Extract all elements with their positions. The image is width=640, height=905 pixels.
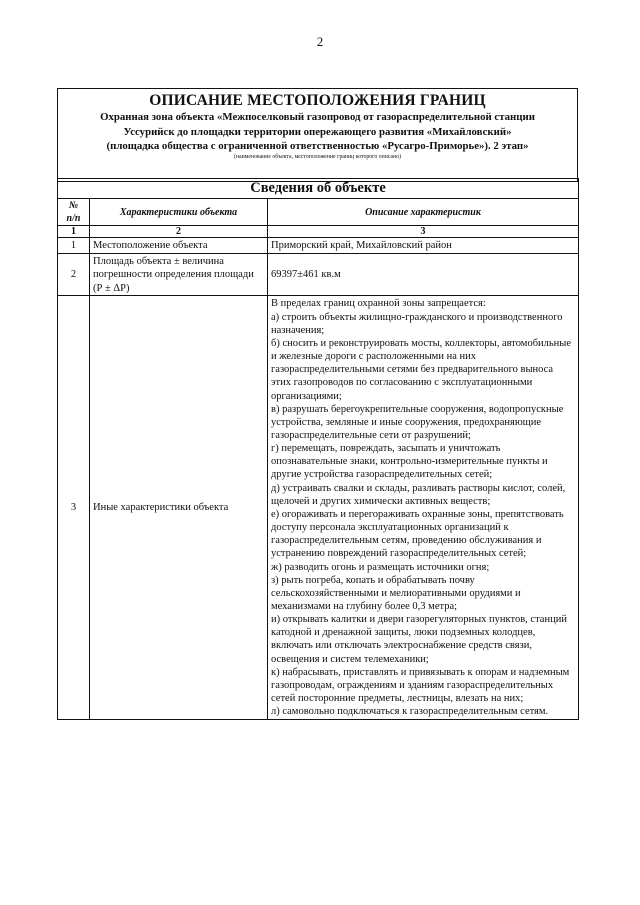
column-numbers-row bbox=[58, 226, 579, 238]
table-row bbox=[58, 238, 579, 254]
restriction-item: в) разрушать берегоукрепительные сооружения, водопропускные устройства, земляные и иные сооружения, предохраняющие газораспределительные сети от разрушений; bbox=[271, 403, 564, 441]
column-number: 2 bbox=[90, 226, 268, 238]
restriction-item: д) устраивать свалки и склады, разливать растворы кислот, солей, щелочей и других химически активных веществ; bbox=[271, 482, 566, 507]
row-characteristic: Местоположение объекта bbox=[90, 238, 268, 254]
column-header-description: Описание характеристик bbox=[268, 199, 579, 226]
row-number: 1 bbox=[58, 238, 90, 254]
restriction-item: л) самовольно подключаться к газораспределительным сетям. bbox=[271, 706, 549, 718]
table-row bbox=[58, 254, 579, 296]
column-header-num bbox=[58, 199, 90, 226]
restriction-item: а) строить объекты жилищно-гражданского и производственного назначения; bbox=[271, 311, 563, 336]
restriction-item: б) сносить и реконструировать мосты, коллекторы, автомобильные и железные дороги с расположенными на них газораспределительными сетями без предварительного выноса этих газопроводов по согласованию с эксплуатационными организациями; bbox=[271, 337, 572, 402]
row-description: 69397±461 кв.м bbox=[268, 254, 579, 296]
object-name-line-3: (площадка общества с ограниченной ответственностью «Русагро-Приморье»). 2 этап» bbox=[106, 140, 529, 152]
row-characteristic: Площадь объекта ± величина погрешности определения площади (Р ± ΔР) bbox=[90, 254, 268, 296]
restrictions-list bbox=[268, 296, 579, 720]
restriction-item: и) открывать калитки и двери газорегуляторных пунктов, станций катодной и дренажной защиты, люки подземных колодцев, включать или отключать электроснабжение средств связи, освещения и систем телемеханики; bbox=[271, 614, 567, 665]
row-number: 3 bbox=[58, 296, 90, 720]
header-caption: (наименование объекта, местоположение границ которого описано) bbox=[233, 153, 402, 160]
page-number: 2 bbox=[316, 34, 324, 49]
restriction-item: г) перемещать, повреждать, засыпать и уничтожать опознавательные знаки, контрольно-измерительные пункты и другие устройства газораспределительных сетей; bbox=[271, 443, 548, 481]
section-title: Сведения об объекте bbox=[58, 179, 579, 199]
column-header-num-line1: № bbox=[68, 200, 79, 211]
column-number: 1 bbox=[58, 226, 90, 238]
restriction-item: з) рыть погреба, копать и обрабатывать почву сельскохозяйственными и мелиоративными орудиями и механизмами на глубину более 0,3 метра; bbox=[271, 574, 521, 612]
column-header-characteristics: Характеристики объекта bbox=[90, 199, 268, 226]
document-header bbox=[57, 88, 578, 182]
document-title: ОПИСАНИЕ МЕСТОПОЛОЖЕНИЯ ГРАНИЦ bbox=[149, 92, 486, 109]
table-header-row bbox=[58, 199, 579, 226]
restrictions-intro: В пределах границ охранной зоны запрещается: bbox=[271, 298, 486, 310]
row-characteristic: Иные характеристики объекта bbox=[90, 296, 268, 720]
object-name-line-1: Охранная зона объекта «Межпоселковый газопровод от газораспределительной станции bbox=[100, 111, 535, 123]
table-row bbox=[58, 296, 579, 720]
row-number: 2 bbox=[58, 254, 90, 296]
table-title-row bbox=[58, 179, 579, 199]
column-header-num-line2: п/п bbox=[66, 213, 81, 225]
object-name-line-2: Уссурийск до площадки территории опережающего развития «Михайловский» bbox=[123, 125, 512, 138]
row-description: Приморский край, Михайловский район bbox=[268, 238, 579, 254]
object-info-table bbox=[57, 178, 579, 720]
restriction-item: ж) разводить огонь и размещать источники огня; bbox=[271, 561, 490, 573]
restriction-item: е) огораживать и перегораживать охранные зоны, препятствовать доступу персонала эксплуатационных организаций к газораспределительным сетям, проведению обслуживания и устранению повреждений газораспределительных сетей; bbox=[271, 508, 564, 560]
column-number: 3 bbox=[268, 226, 579, 238]
restriction-item: к) набрасывать, приставлять и привязывать к опорам и надземным газопроводам, ограждениям и зданиям газораспределительных сетей посторонние предметы, лестницы, влезать на них; bbox=[271, 666, 570, 705]
